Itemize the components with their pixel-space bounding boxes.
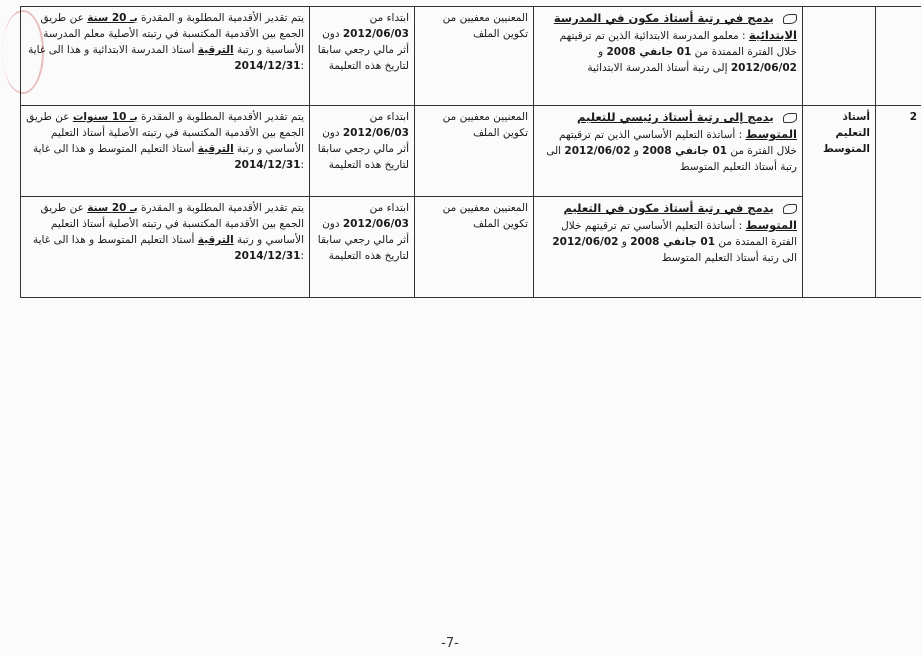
concerned-cell	[415, 7, 534, 106]
description-tail: الى رتبة أستاذ التعليم المتوسط	[546, 145, 797, 173]
method-promo: الترقية	[197, 44, 234, 56]
method-promo: الترقية	[197, 143, 234, 155]
method-years: بـ 20 سنة	[87, 202, 138, 214]
date-prefix: ابتداء من	[369, 111, 409, 123]
description-lead: يدمج في رتبة أستاذ مكون في المدرسة الابتدائية	[553, 11, 797, 42]
group-number: 2	[909, 111, 917, 123]
period-mid: و	[630, 145, 643, 157]
page-number: -7-	[441, 636, 459, 651]
date-value: 2012/06/03	[342, 28, 409, 40]
method-p2: عن طريق الجمع بين الأقدمية المكتسبة في رتبته الأصلية أستاذ التعليم الأساسي و رتبة	[40, 202, 304, 246]
method-p1: يتم تقدير الأقدمية المطلوبة و المقدرة	[137, 12, 304, 24]
concerned-cell	[415, 106, 534, 197]
method-until: 2014/12/31	[234, 250, 301, 262]
method-p3: أستاذ التعليم المتوسط و هذا الى غاية :	[32, 143, 304, 171]
period-to: 2012/06/02	[552, 236, 619, 248]
method-p2: عن طريق الجمع بين الأقدمية المكتسبة في رتبته الأصلية أستاذ التعليم الأساسي و رتبة	[26, 111, 304, 155]
description-tail: إلى رتبة أستاذ المدرسة الابتدائية	[587, 62, 731, 74]
period-to: 2012/06/02	[564, 145, 631, 157]
description-cell	[534, 7, 803, 106]
table-row	[21, 106, 921, 197]
group-number-cell	[876, 106, 921, 298]
description-lead: يدمج إلى رتبة أستاذ رئيسي للتعليم المتوسط	[577, 110, 797, 141]
group-rank-cell	[803, 106, 876, 298]
method-until: 2014/12/31	[234, 60, 301, 72]
period-mid: و	[598, 46, 607, 58]
description-body: : أساتذة التعليم الأساسي تم ترقيتهم خلال الفترة الممتدة من	[561, 220, 797, 248]
period-from: 01 جانفي 2008	[642, 145, 728, 157]
concerned-text: المعنيين معفيين من تكوين الملف	[442, 111, 528, 139]
method-p1: يتم تقدير الأقدمية المطلوبة و المقدرة	[137, 202, 304, 214]
description-body: : أساتذة التعليم الأساسي الذين تم ترقيتهم خلال الفترة من	[558, 129, 797, 157]
period-from: 01 جانفي 2008	[606, 46, 692, 58]
pen-icon	[783, 14, 797, 24]
description-lead: يدمج في رتبة أستاذ مكون في التعليم المتوسط	[563, 201, 797, 232]
effective-date-cell	[310, 197, 415, 298]
method-p1: يتم تقدير الأقدمية المطلوبة و المقدرة	[137, 111, 304, 123]
method-p2: عن طريق الجمع بين الأقدمية المكتسبة في رتبته الأصلية معلم المدرسة الأساسية و رتبة	[40, 12, 304, 56]
description-cell	[534, 106, 803, 197]
effective-date-cell	[310, 7, 415, 106]
method-p3: أستاذ المدرسة الابتدائية و هذا الى غاية :	[28, 44, 304, 72]
description-cell	[534, 197, 803, 298]
date-suffix: دون أثر مالي رجعي سابقا لتاريخ هذه التعليمة	[317, 127, 409, 171]
period-mid: و	[618, 236, 631, 248]
promotion-table	[20, 6, 921, 298]
method-cell	[21, 106, 310, 197]
row-number-cell	[876, 7, 921, 106]
period-to: 2012/06/02	[730, 62, 797, 74]
date-prefix: ابتداء من	[369, 12, 409, 24]
pen-icon	[783, 113, 797, 123]
date-prefix: ابتداء من	[369, 202, 409, 214]
period-from: 01 جانفي 2008	[630, 236, 716, 248]
concerned-cell	[415, 197, 534, 298]
table-row	[21, 7, 921, 106]
concerned-text: المعنيين معفيين من تكوين الملف	[442, 12, 528, 40]
method-p3: أستاذ التعليم المتوسط و هذا الى غاية :	[32, 234, 304, 262]
method-years: بـ 20 سنة	[87, 12, 138, 24]
effective-date-cell	[310, 106, 415, 197]
rank-cell	[803, 7, 876, 106]
description-body: : معلمو المدرسة الابتدائية الذين تم ترقيتهم خلال الفترة الممتدة من	[559, 30, 797, 58]
method-until: 2014/12/31	[234, 159, 301, 171]
method-cell	[21, 7, 310, 106]
description-tail: الى رتبة أستاذ التعليم المتوسط	[661, 252, 797, 264]
pen-icon	[783, 204, 797, 214]
method-cell	[21, 197, 310, 298]
group-rank: أستاذ التعليم المتوسط	[822, 111, 870, 155]
date-suffix: دون أثر مالي رجعي سابقا لتاريخ هذه التعليمة	[317, 218, 409, 262]
concerned-text: المعنيين معفيين من تكوين الملف	[442, 202, 528, 230]
method-promo: الترقية	[197, 234, 234, 246]
date-suffix: دون أثر مالي رجعي سابقا لتاريخ هذه التعليمة	[317, 28, 409, 72]
date-value: 2012/06/03	[342, 218, 409, 230]
table-row	[21, 197, 921, 298]
date-value: 2012/06/03	[342, 127, 409, 139]
method-years: بـ 10 سنوات	[72, 111, 138, 123]
